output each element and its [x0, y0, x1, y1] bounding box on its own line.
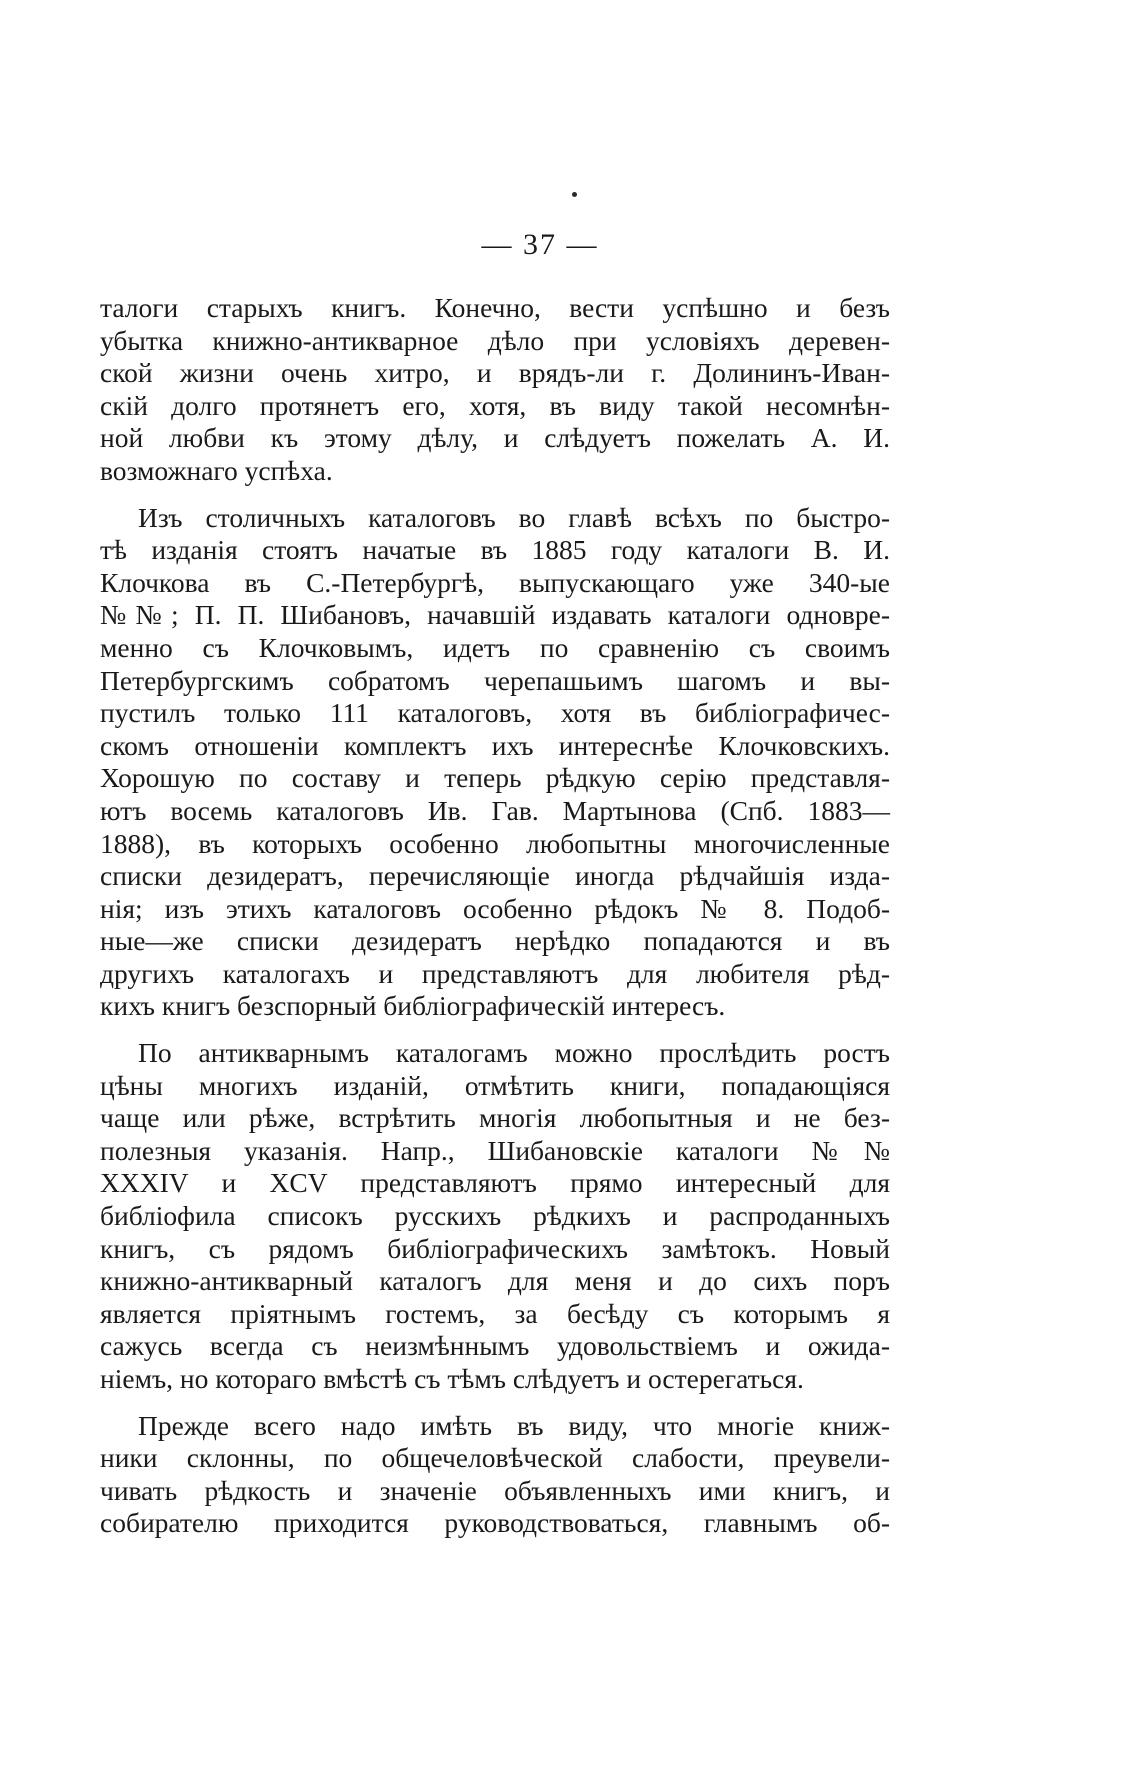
paragraph-4: [100, 1410, 890, 1540]
text-line: собирателю приходится руководствоваться, главнымъ об-: [100, 1507, 890, 1539]
text-line: Хорошую по составу и теперь рѣдкую серiю представля-: [100, 762, 890, 794]
page-number: — 37 —: [481, 228, 599, 261]
body-text: [100, 292, 890, 1540]
text-line: тѣ изданiя стоятъ начатые въ 1885 году каталоги В. И.: [100, 534, 890, 566]
text-line: Прежде всего надо имѣть въ виду, что многiе книж-: [138, 1409, 890, 1441]
text-line: цѣны многихъ изданiй, отмѣтить книги, попадающiяся: [100, 1069, 890, 1101]
text-line: нiемъ, но котораго вмѣстѣ съ тѣмъ слѣдуетъ и остерегаться.: [100, 1363, 804, 1394]
print-speck: [572, 192, 577, 197]
text-line: нiя; изъ этихъ каталоговъ особенно рѣдокъ № 8. Подоб-: [100, 892, 890, 924]
text-line: книгъ, съ рядомъ библiографическихъ замѣтокъ. Новый: [100, 1232, 890, 1264]
text-line: сажусь всегда съ неизмѣннымъ удовольствiемъ и ожида-: [100, 1330, 890, 1362]
text-line: кихъ книгъ безспорный библiографическiй интересъ.: [100, 990, 726, 1022]
text-line: ютъ восемь каталоговъ Ив. Гав. Мартынова (Спб. 1883—: [100, 794, 890, 826]
text-line: 1888), въ которыхъ особенно любопытны многочисленные: [100, 827, 890, 859]
text-line: пустилъ только 111 каталоговъ, хотя въ библiографичес-: [100, 697, 890, 729]
text-line: списки дезидератъ, перечисляющiе иногда рѣдчайшiя изда-: [100, 860, 890, 892]
text-line: XXXIV и XCV представляютъ прямо интересный для: [100, 1167, 890, 1199]
text-line: ной любви къ этому дѣлу, и слѣдуетъ пожелать А. И.: [100, 422, 890, 454]
text-line: По антикварнымъ каталогамъ можно прослѣдить ростъ: [138, 1037, 890, 1069]
paragraph-1: [100, 292, 890, 488]
text-line: талоги старыхъ книгъ. Конечно, вести успѣшно и безъ: [100, 292, 890, 323]
text-line: является прiятнымъ гостемъ, за бесѣду съ которымъ я: [100, 1297, 890, 1329]
text-line: скомъ отношенiи комплектъ ихъ интереснѣе Клочковскихъ.: [100, 729, 890, 761]
text-line: №№; П. П. Шибановъ, начавшiй издавать каталоги одновре-: [100, 599, 890, 631]
text-line: чаще или рѣже, встрѣтить многiя любопытныя и не без-: [100, 1102, 890, 1134]
text-line: возможнаго успѣха.: [100, 454, 333, 486]
text-line: менно съ Клочковымъ, идетъ по сравненiю съ своимъ: [100, 631, 890, 663]
text-line: убытка книжно-антикварное дѣло при условiяхъ деревен-: [100, 324, 890, 356]
text-line: другихъ каталогахъ и представляютъ для любителя рѣд-: [100, 957, 890, 989]
text-line: Изъ столичныхъ каталоговъ во главѣ всѣхъ по быстро-: [138, 501, 890, 533]
text-line: библiофила списокъ русскихъ рѣдкихъ и распроданныхъ: [100, 1200, 890, 1232]
text-line: Петербургскимъ собратомъ черепашьимъ шагомъ и вы-: [100, 664, 890, 696]
text-line: ные—же списки дезидератъ нерѣдко попадаются и въ: [100, 925, 890, 957]
text-line: скiй долго протянетъ его, хотя, въ виду такой несомнѣн-: [100, 389, 890, 421]
paragraph-2: [100, 502, 890, 1024]
text-line: Клочкова въ С.-Петербургѣ, выпускающаго уже 340-ые: [100, 566, 890, 598]
paragraph-3: [100, 1037, 890, 1396]
text-line: книжно-антикварный каталогъ для меня и до сихъ поръ: [100, 1265, 890, 1297]
text-line: полезныя указанiя. Напр., Шибановскiе каталоги №№: [100, 1134, 890, 1166]
text-line: чивать рѣдкость и значенiе объявленныхъ ими книгъ, и: [100, 1474, 890, 1506]
text-line: ской жизни очень хитро, и врядъ-ли г. Долининъ-Иван-: [100, 357, 890, 389]
text-line: ники склонны, по общечеловѣческой слабости, преувели-: [100, 1442, 890, 1474]
